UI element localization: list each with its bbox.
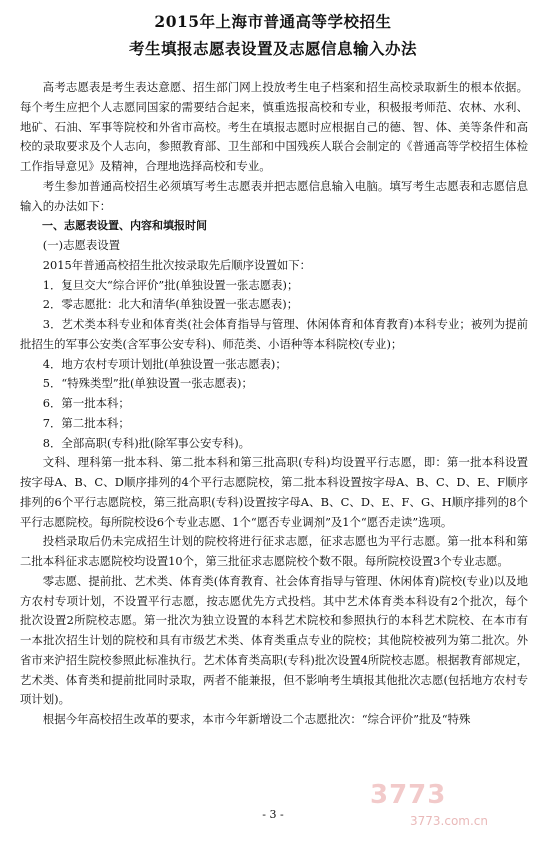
- list-item: 1．复旦交大“综合评价”批(单独设置一张志愿表)；: [42, 277, 299, 292]
- list-item: 5．“特殊类型”批(单独设置一张志愿表)；: [42, 376, 253, 391]
- watermark-brand: 3773: [370, 780, 447, 810]
- list-item: 6．第一批本科；: [42, 396, 130, 410]
- document-title-line1: 2015年上海市普通高等学校招生: [154, 12, 392, 31]
- section-heading: 一、志愿表设置、内容和填报时间: [42, 219, 207, 233]
- list-item: 4．地方农村专项计划批(单独设置一张志愿表)；: [42, 356, 287, 371]
- page-number: - 3 -: [262, 808, 284, 821]
- list-item: 3．艺术类本科专业和体育类(社会体育指导与管理、休闲体育和体育教育)本科专业；被列为提前批招生的军事公安类(含军事公安专科)、师范类、小语种等本科院校(专业)；: [20, 317, 528, 351]
- list-item: 2．零志愿批：北大和清华(单独设置一张志愿表)；: [42, 297, 299, 312]
- subsection-heading: (一)志愿表设置: [42, 238, 121, 252]
- paragraph: 高考志愿表是考生表达意愿、招生部门网上投放考生电子档案和招生高校录取新生的根本依据。每个考生应把个人志愿同国家的需要结合起来，慎重选报高校和专业，积极报考师范、农林、水利、地矿、石油、军事等院校和外省市高校。考生在填报志愿时应根据自己的德、智、体、美等条件和高校的录取要求及个人志向，参照教育部、卫生部和中国残疾人联合会制定的《普通高等学校招生体检工作指导意见》及精神，合理地选择高校和专业。: [20, 80, 528, 173]
- paragraph: 考生参加普通高校招生必须填写考生志愿表并把志愿信息输入电脑。填写考生志愿表和志愿信息输入的办法如下：: [20, 178, 528, 213]
- paragraph: 根据今年高校招生改革的要求，本市今年新增设二个志愿批次：“综合评价”批及“特殊: [42, 712, 471, 726]
- paragraph: 2015年普通高校招生批次按录取先后顺序设置如下：: [42, 257, 311, 272]
- document-body: [20, 78, 528, 730]
- watermark-site: 3773.com.cn: [410, 814, 488, 828]
- list-item: 8．全部高职(专科)批(除军事公安专科)。: [42, 435, 251, 450]
- paragraph: 零志愿、提前批、艺术类、体育类(体育教育、社会体育指导与管理、休闲体育)院校(专业)以及地方农村专项计划，不设置平行志愿，按志愿优先方式投档。其中艺术体育类本科设有2个批次，每个批次设置2所院校志愿。第一批次为独立设置的本科艺术院校和参照执行的本科艺术院校、在本市有一本批次招生计划的院校和具有市级艺术类、体育类重点专业的院校；其他院校被列为第二批次。外省市来沪招生院校参照此标准执行。艺术体育类高职(专科)批次设置4所院校志愿。根据教育部规定，艺术类、体育类和提前批同时录取，两者不能兼报，但不影响考生填报其他批次志愿(包括地方农村专项计划)。: [20, 573, 528, 707]
- paragraph: 文科、理科第一批本科、第二批本科和第三批高职(专科)均设置平行志愿，即：第一批本科设置按字母A、B、C、D顺序排列的4个平行志愿院校，第二批本科设置按字母A、B、C、D、E、F顺序排列的6个平行志愿院校，第三批高职(专科)设置按字母A、B、C、D、E、F、G、H顺序排列的8个平行志愿院校。每所院校设6个专业志愿、1个“愿否专业调剂”及1个“愿否走读”选项。: [20, 455, 528, 529]
- list-item: 7．第二批本科；: [42, 415, 130, 430]
- document-title-line2: 考生填报志愿表设置及志愿信息输入办法: [128, 39, 417, 58]
- site-watermark: [370, 780, 540, 834]
- paragraph: 投档录取后仍未完成招生计划的院校将进行征求志愿，征求志愿也为平行志愿。第一批本科和第二批本科征求志愿院校均设置10个，第三批征求志愿院校个数不限。每所院校设置3个专业志愿。: [20, 534, 528, 568]
